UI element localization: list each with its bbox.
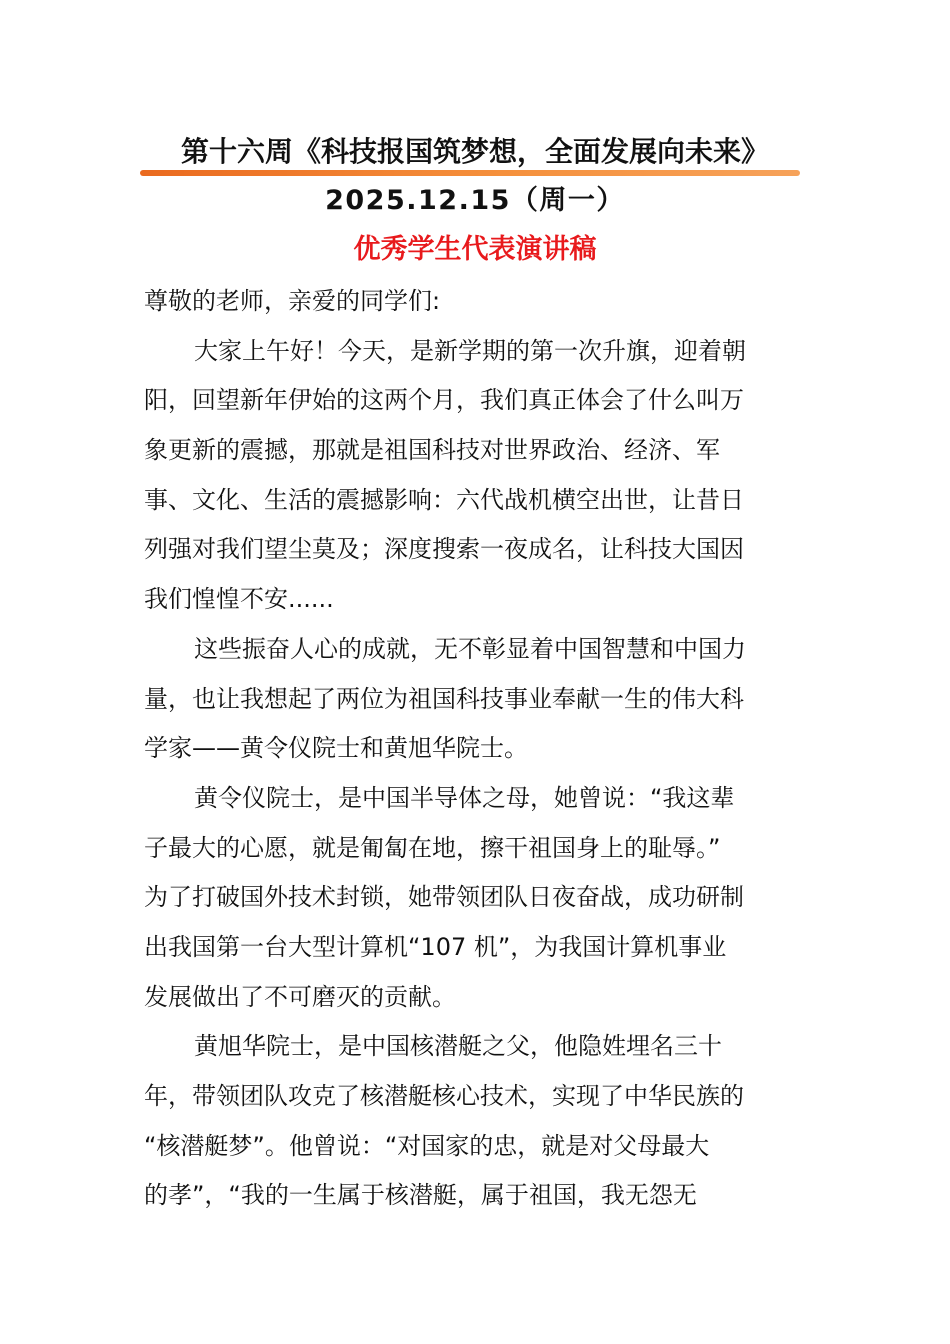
text-line: 出我国第一台大型计算机“107 机”，为我国计算机事业 bbox=[144, 932, 727, 961]
document-subtitle: 优秀学生代表演讲稿 bbox=[353, 234, 597, 265]
text-line: 为了打破国外技术封锁，她带领团队日夜奋战，成功研制 bbox=[144, 883, 744, 912]
text-line: 阳，回望新年伊始的这两个月，我们真正体会了什么叫万 bbox=[144, 386, 744, 415]
text-line: 子最大的心愿，就是匍匐在地，擦干祖国身上的耻辱。” bbox=[144, 833, 721, 862]
text-line: 这些振奋人心的成就，无不彰显着中国智慧和中国力 bbox=[194, 634, 746, 663]
text-line: 象更新的震撼，那就是祖国科技对世界政治、经济、军 bbox=[144, 436, 720, 465]
text-line: 学家——黄令仪院士和黄旭华院士。 bbox=[144, 734, 528, 763]
text-line: 黄令仪院士，是中国半导体之母，她曾说：“我这辈 bbox=[194, 783, 735, 812]
salutation-line: 尊敬的老师，亲爱的同学们: bbox=[144, 287, 441, 315]
text-line: 大家上午好！今天，是新学期的第一次升旗，迎着朝 bbox=[194, 336, 746, 365]
document-title: 第十六周《科技报国筑梦想，全面发展向未来》 bbox=[180, 135, 769, 168]
text-line: 列强对我们望尘莫及；深度搜索一夜成名，让科技大国因 bbox=[144, 535, 744, 564]
text-line: 年，带领团队攻克了核潜艇核心技术，实现了中华民族的 bbox=[144, 1082, 744, 1110]
text-line: 我们惶惶不安...... bbox=[144, 585, 334, 614]
text-line: 黄旭华院士，是中国核潜艇之父，他隐姓埋名三十 bbox=[194, 1032, 722, 1061]
text-line: 发展做出了不可磨灭的贡献。 bbox=[144, 982, 456, 1011]
speech-body bbox=[144, 277, 794, 1221]
text-line: 量，也让我想起了两位为祖国科技事业奉献一生的伟大科 bbox=[144, 684, 744, 713]
text-line: 的孝”，“我的一生属于核潜艇，属于祖国，我无怨无 bbox=[144, 1181, 697, 1210]
title-underline bbox=[140, 170, 800, 176]
document-date: 2025.12.15（周一） bbox=[325, 185, 625, 216]
text-line: “核潜艇梦”。他曾说：“对国家的忠，就是对父母最大 bbox=[144, 1131, 710, 1160]
text-line: 事、文化、生活的震撼影响：六代战机横空出世，让昔日 bbox=[144, 485, 744, 514]
